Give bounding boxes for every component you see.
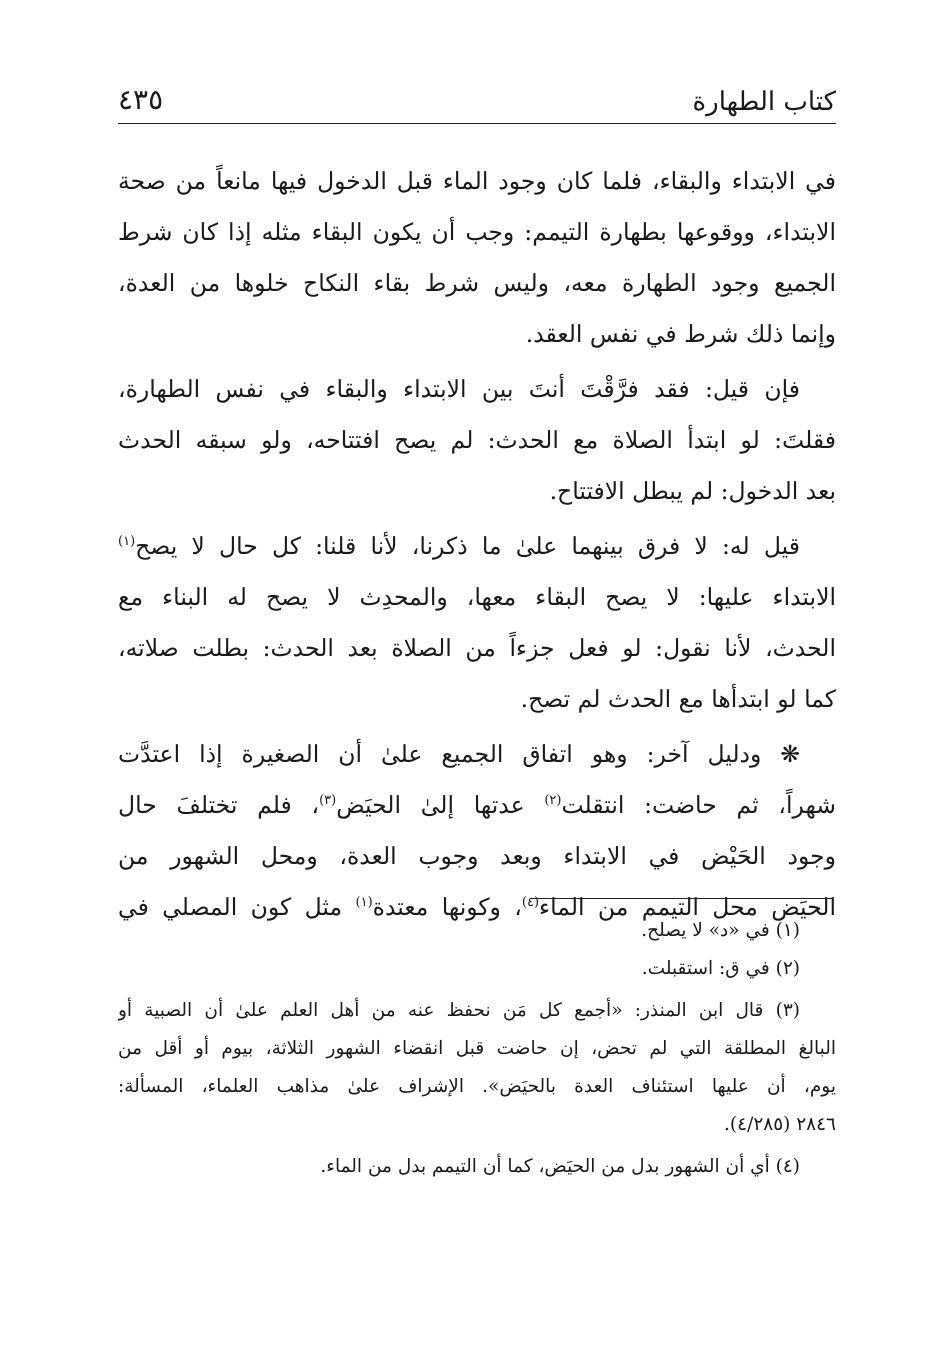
text-run: ، فلم تختلفَ حال	[118, 791, 320, 819]
footnote-4: (٤) أي أن الشهور بدل من الحيَض، كما أن التيمم بدل من الماء.	[320, 1156, 800, 1177]
text-line: في الابتداء والبقاء، فلما كان وجود الماء قبل الدخول فيها مانعاً من صحة	[118, 167, 836, 195]
footnote-marker: (٤)	[521, 895, 540, 911]
text-run: مثل كون المصلي في	[118, 893, 343, 921]
page-header	[118, 78, 836, 124]
running-title: كتاب الطهارة	[692, 87, 836, 117]
text-line: الابتداء عليها: لا يصح البقاء معها، والمحدِث لا يصح له البناء مع	[118, 583, 836, 611]
text-run: شهراً، ثم حاضت: انتقلت	[561, 791, 836, 819]
text-run: ، وكونها معتدة	[372, 893, 522, 921]
text-line: الابتداء، ووقوعها بطهارة التيمم: وجب أن يكون البقاء مثله إذا كان شرط	[118, 218, 836, 246]
text-run: الحيَض محل التيمم من الماء	[539, 893, 836, 921]
footnote-marker: (١)	[118, 534, 136, 550]
footnote-3-line: يوم، أن عليها استئناف العدة بالحيَض». الإشراف علىٰ مذاهب العلماء، المسألة:	[118, 1076, 836, 1097]
text-line: كما لو ابتدأها مع الحدث لم تصح.	[520, 685, 836, 713]
text-line	[118, 521, 836, 572]
text-run: عدتها إلىٰ الحيَض	[336, 791, 525, 819]
text-line: بعد الدخول: لم يبطل الافتتاح.	[549, 477, 836, 505]
footnote-3-line: البالغ المطلقة التي لم تحض، إن حاضت قبل انقضاء الشهور الثلاثة، بيوم أو أقل من	[118, 1038, 836, 1059]
main-text	[118, 156, 836, 933]
text-line: وإنما ذلك شرط في نفس العقد.	[525, 320, 836, 348]
footnote-3-line: ٢٨٤٦ (٤/٢٨٥).	[724, 1114, 836, 1135]
text-line: فقلتَ: لو ابتدأ الصلاة مع الحدث: لم يصح افتتاحه، ولو سبقه الحدث	[118, 426, 836, 454]
footnote-marker: (٣)	[319, 793, 337, 809]
text-line: الجميع وجود الطهارة معه، وليس شرط بقاء النكاح خلوها من العدة،	[118, 269, 836, 297]
text-line: ❋ ودليل آخر: وهو اتفاق الجميع علىٰ أن الصغيرة إذا اعتدَّت	[118, 740, 800, 768]
text-line: وجود الحَيْض في الابتداء وبعد وجوب العدة، ومحل الشهور من	[118, 842, 836, 870]
text-line: فإن قيل: فقد فرَّقْتَ أنتَ بين الابتداء والبقاء في نفس الطهارة،	[118, 375, 800, 403]
text-run: قيل له: لا فرق بينهما علىٰ ما ذكرنا، لأنا قلنا: كل حال لا يصح	[135, 532, 800, 560]
footnote-2: (٢) في ق: استقبلت.	[641, 958, 800, 979]
text-line: الحدث، لأنا نقول: لو فعل جزءاً من الصلاة بعد الحدث: بطلت صلاته،	[118, 634, 836, 662]
footnotes	[118, 912, 836, 1186]
header-rule	[118, 123, 836, 124]
footnote-3-line: (٣) قال ابن المنذر: «أجمع كل مَن نحفظ عنه من أهل العلم علىٰ أن الصبية أو	[118, 1000, 800, 1021]
footnote-marker: (١)	[355, 895, 373, 911]
footnote-rule	[530, 898, 833, 899]
footnote-marker: (٢)	[544, 793, 562, 809]
text-line	[118, 780, 836, 831]
page-number: ٤٣٥	[118, 83, 164, 116]
footnote-1: (١) في «د» لا يصلح.	[641, 920, 800, 941]
